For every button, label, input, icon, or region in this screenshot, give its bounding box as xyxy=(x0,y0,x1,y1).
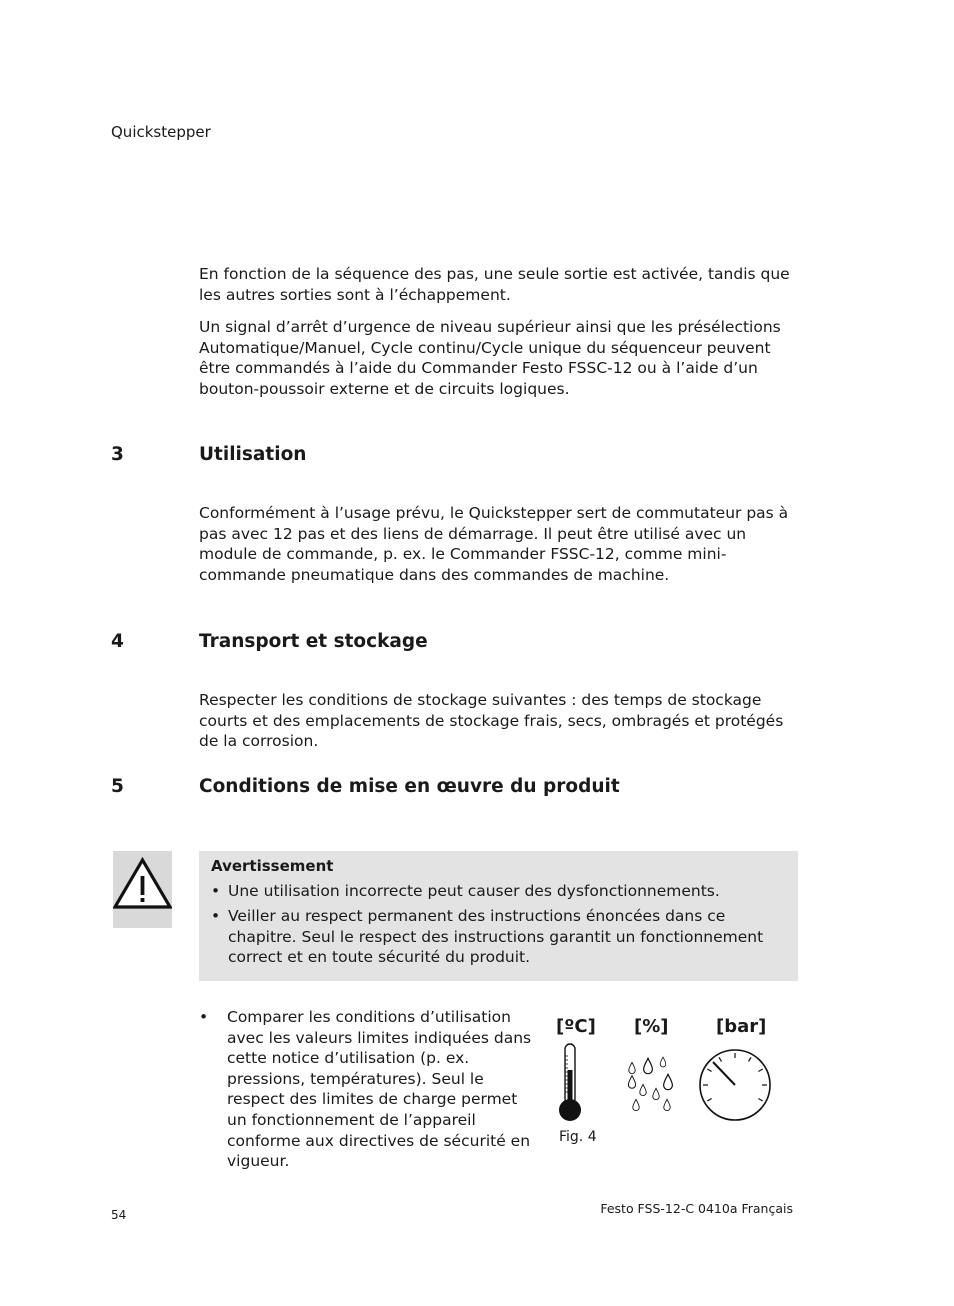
warning-item: • Veiller au respect permanent des instructions énoncées dans ce chapitre. Seul le respect des instructions garantit un fonctionnement correct et en toute sécurité du produit. xyxy=(211,906,786,968)
warning-item: • Une utilisation incorrecte peut causer des dysfonctionnements. xyxy=(211,881,786,902)
section-4-text: Respecter les conditions de stockage suivantes : des temps de stockage courts et des emplacements de stockage frais, secs, ombragés et protégés de la corrosion. xyxy=(199,691,784,751)
section-4-title: Transport et stockage xyxy=(199,631,428,652)
section-4-number: 4 xyxy=(111,631,124,652)
humidity-drops-icon xyxy=(626,1052,678,1118)
section-3-title: Utilisation xyxy=(199,444,307,465)
running-header: Quickstepper xyxy=(111,123,211,141)
page-number: 54 xyxy=(111,1208,127,1222)
warning-box xyxy=(199,851,798,981)
figure-caption: Fig. 4 xyxy=(559,1129,597,1145)
section-5-title: Conditions de mise en œuvre du produit xyxy=(199,776,620,797)
footer-document: Festo FSS-12-C 0410a Français xyxy=(600,1201,793,1216)
intro-paragraph-2: Un signal d’arrêt d’urgence de niveau supérieur ainsi que les présélections Automatique/Manuel, Cycle continu/Cycle unique du séquenceur peuvent être commandés à l’aide du Commander Festo FSSC-12 ou à l’aide d’un bouton-poussoir externe et de circuits logiques. xyxy=(199,318,781,398)
section-3-text: Conformément à l’usage prévu, le Quickstepper sert de commutateur pas à pas avec 12 pas et des liens de démarrage. Il peut être utilisé avec un module de commande, p. ex. le Commander FSSC-12, comme mini-commande pneumatique dans des commandes de machine. xyxy=(199,504,789,584)
thermometer-icon xyxy=(555,1042,585,1128)
unit-percent-label: [%] xyxy=(634,1016,669,1037)
unit-bar-label: [bar] xyxy=(716,1016,767,1037)
intro-paragraph-1: En fonction de la séquence des pas, une seule sortie est activée, tandis que les autres sorties sont à l’échappement. xyxy=(199,265,790,304)
warning-title: Avertissement xyxy=(211,857,334,875)
section-3-number: 3 xyxy=(111,444,124,465)
bullet-text: Comparer les conditions d’utilisation avec les valeurs limites indiquées dans cette notice d’utilisation (p. ex. pressions, températures). Seul le respect des limites de charge permet un fonctionnement de l’appareil conforme aux directives de sécurité en vigueur. xyxy=(227,1008,532,1171)
pressure-gauge-icon xyxy=(697,1048,773,1126)
warning-list xyxy=(211,881,786,972)
section-5-number: 5 xyxy=(111,776,124,797)
unit-celsius-label: [ºC] xyxy=(556,1016,596,1037)
bullet-marker: • xyxy=(199,1008,209,1026)
conditions-bullet xyxy=(199,1007,534,1172)
warning-triangle-icon xyxy=(113,851,172,928)
